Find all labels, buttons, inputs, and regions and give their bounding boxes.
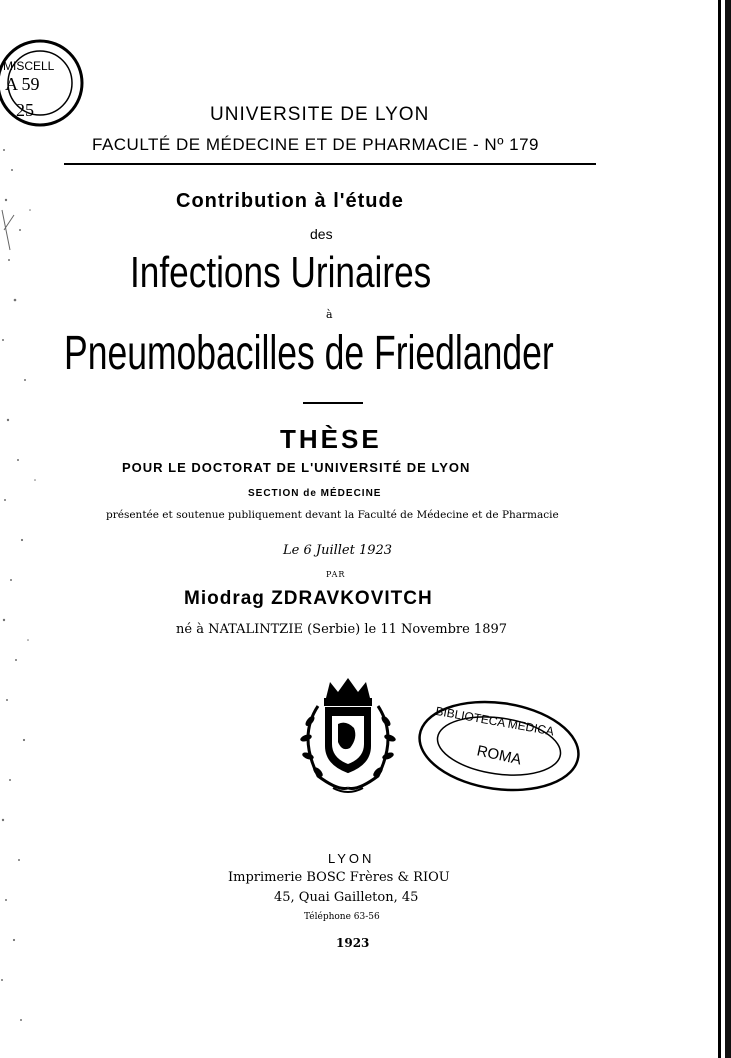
presentee-line: présentée et soutenue publiquement devant la Faculté de Médecine et de Pharmacie (106, 509, 559, 521)
university-name: UNIVERSITE DE LYON (210, 104, 430, 125)
defense-date: Le 6 Juillet 1923 (283, 543, 393, 558)
doctorat-line: POUR LE DOCTORAT DE L'UNIVERSITÉ DE LYON (122, 460, 471, 475)
lyon-coat-of-arms-icon (288, 676, 408, 801)
par-word: PAR (326, 570, 346, 579)
title-line-1: Infections Urinaires (130, 248, 432, 297)
des-word: des (310, 226, 333, 242)
author-birth-line: né à NATALINTZIE (Serbie) le 11 Novembre 1897 (176, 622, 508, 637)
scan-edge-noise (0, 0, 60, 1058)
stamp-left-top-text: MISCELL (3, 59, 55, 73)
these-heading: THÈSE (280, 424, 382, 454)
faculty-line: FACULTÉ DE MÉDECINE ET DE PHARMACIE - Nº 179 (92, 135, 539, 154)
publication-year: 1923 (336, 936, 370, 950)
library-stamp-right (414, 698, 584, 794)
header-rule (64, 163, 596, 165)
a-word: à (326, 308, 333, 321)
stamp-right-bottom-text: ROMA (475, 742, 523, 769)
publisher-city: LYON (328, 851, 375, 866)
title-line-2: Pneumobacilles de Friedlander (64, 327, 554, 380)
library-stamp-left (0, 28, 90, 138)
contribution-line: Contribution à l'étude (176, 190, 404, 212)
page-edge-line (718, 0, 721, 1058)
printer-address: 45, Quai Gailleton, 45 (274, 890, 419, 905)
stamp-left-mid-text: A 59 (5, 74, 40, 94)
printer-name: Imprimerie BOSC Frères & RIOU (228, 870, 450, 885)
stamp-right-top-text: BIBLIOTECA MEDICA (434, 703, 556, 739)
title-rule (303, 402, 363, 404)
stamp-left-bottom-text: 25 (16, 100, 34, 120)
section-line: SECTION de MÉDECINE (248, 488, 382, 499)
printer-phone: Téléphone 63-56 (304, 912, 380, 922)
author-name: Miodrag ZDRAVKOVITCH (184, 588, 433, 609)
page-edge-shadow (725, 0, 731, 1058)
